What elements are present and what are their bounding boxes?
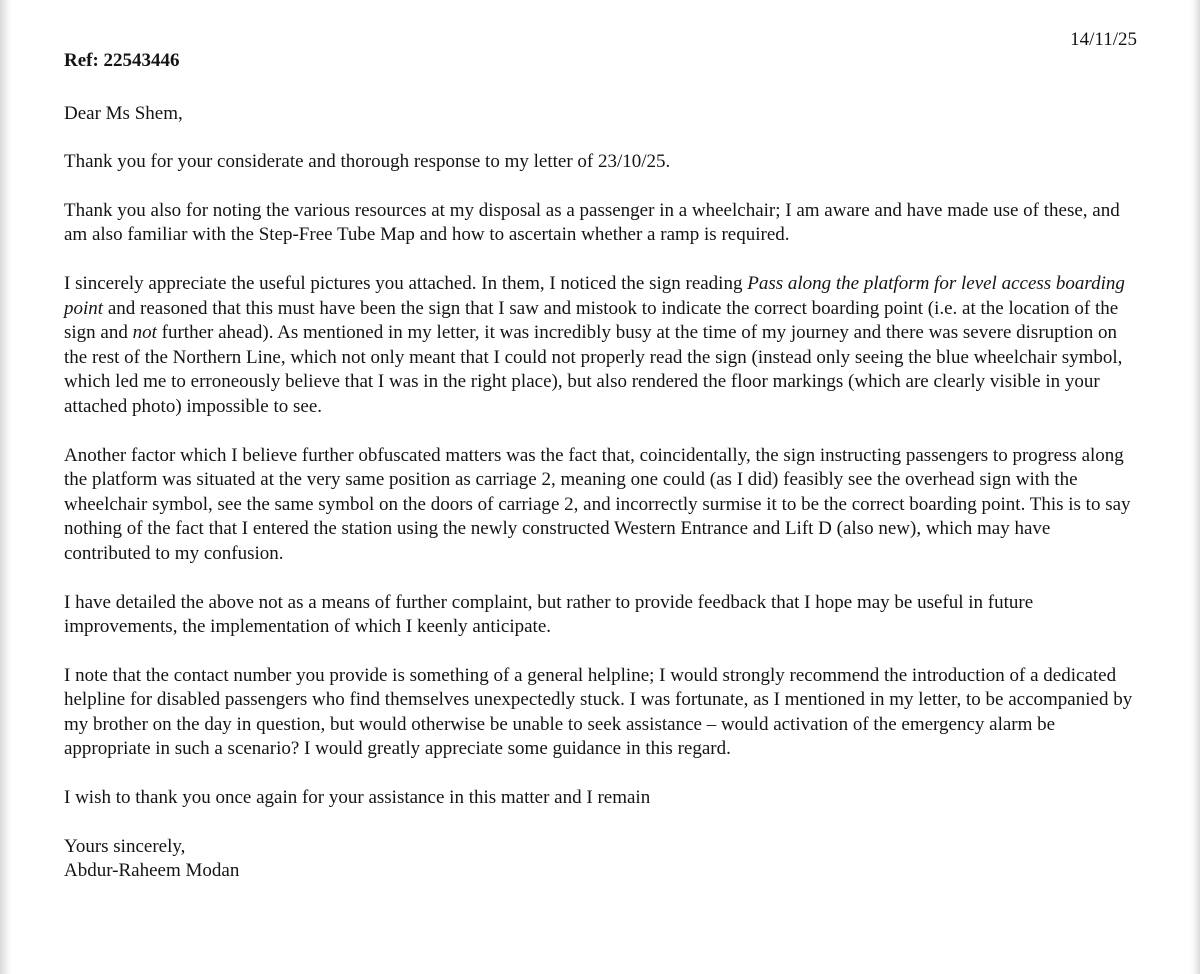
paragraph-another-factor: Another factor which I believe further obfuscated matters was the fact that, coincidentally, the sign instructing passengers to progress along the platform was situated at the very same position as carriage 2, meaning one could (as I did) feasibly see the overhead sign with the wheelchair symbol, see the same symbol on the doors of carriage 2, and incorrectly surmise it to be the correct boarding point. This is to say nothing of the fact that I entered the station using the newly constructed Western Entrance and Lift D (also new), which may have contributed to my confusion. bbox=[64, 444, 1131, 564]
paragraph-feedback: I have detailed the above not as a means of further complaint, but rather to provide feedback that I hope may be useful in future improvements, the implementation of which I keenly anticipate. bbox=[64, 591, 1034, 638]
closing: Yours sincerely, bbox=[64, 835, 186, 857]
paragraph-resources: Thank you also for noting the various resources at my disposal as a passenger in a wheelchair; I am aware and have made use of these, and am also familiar with the Step-Free Tube Map and how to ascertain whether a ramp is required. bbox=[64, 199, 1120, 246]
emphasis-not: not bbox=[132, 322, 157, 344]
page-edge-left bbox=[0, 0, 12, 974]
letter-body bbox=[64, 49, 1139, 884]
paragraph-thanks: Thank you for your considerate and thorough response to my letter of 23/10/25. bbox=[64, 151, 671, 173]
page-edge-right bbox=[1190, 0, 1200, 974]
paragraph-pictures bbox=[64, 272, 1139, 420]
paragraph-helpline: I note that the contact number you provide is something of a general helpline; I would strongly recommend the introduction of a dedicated helpline for disabled passengers who find themselves unexpectedly stuck. I was fortunate, as I mentioned in my letter, to be accompanied by my brother on the day in question, but would otherwise be unable to seek assistance – would activation of the emergency alarm be appropriate in such a scenario? I would greatly appreciate some guidance in this regard. bbox=[64, 664, 1133, 760]
salutation: Dear Ms Shem, bbox=[64, 102, 183, 124]
reference-number: Ref: 22543446 bbox=[64, 50, 180, 71]
paragraph-pictures-text-3: further ahead). As mentioned in my letter, it was incredibly busy at the time of my journey and there was severe disruption on the rest of the Northern Line, which not only meant that I could not properly read the sign (instead only seeing the blue wheelchair symbol, which led me to erroneously believe that I was in the right place), but also rendered the floor markings (which are clearly visible in your attached photo) impossible to see. bbox=[64, 322, 1123, 417]
paragraph-pictures-text-2: and reasoned that this must have been the sign that I saw and mistook to indicate the correct boarding point (i.e. at the location of the sign and bbox=[64, 297, 1119, 344]
signature-name: Abdur-Raheem Modan bbox=[64, 860, 240, 882]
paragraph-pictures-text-1: I sincerely appreciate the useful pictures you attached. In them, I noticed the sign reading bbox=[64, 272, 748, 294]
paragraph-final-thanks: I wish to thank you once again for your assistance in this matter and I remain bbox=[64, 787, 651, 809]
sign-text-italic: Pass along the platform for level access boarding point bbox=[64, 272, 1125, 319]
letter-date: 14/11/25 bbox=[1070, 29, 1137, 50]
